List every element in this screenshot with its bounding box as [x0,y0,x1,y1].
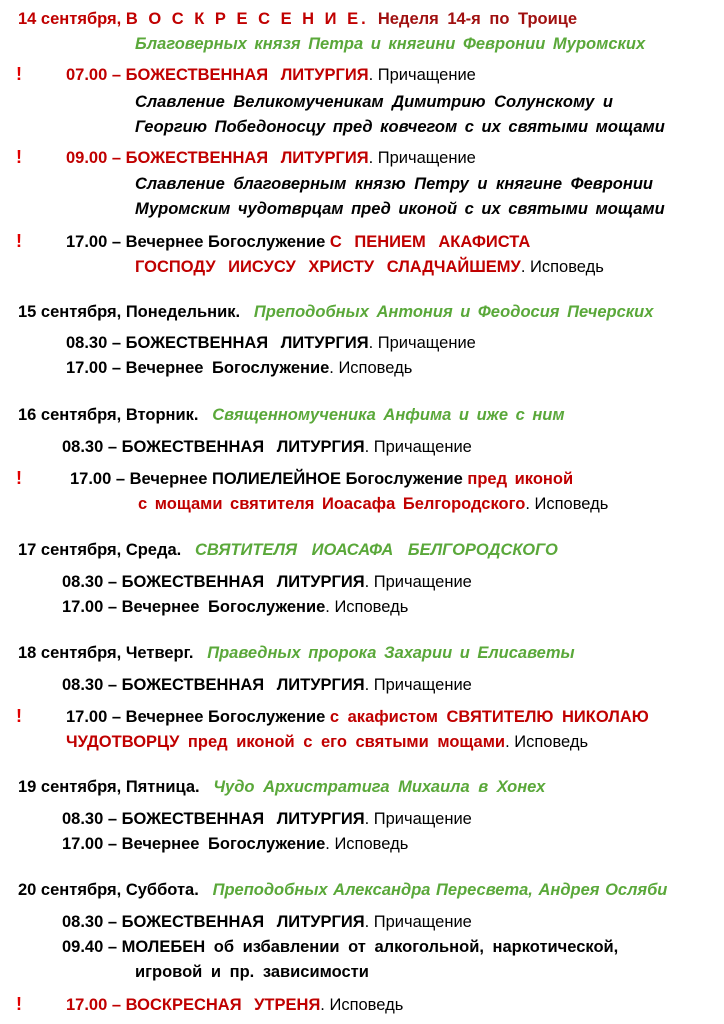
saint-of-day: Преподобных Антония и Феодосия Печерских [253,303,654,321]
service-title: Вечернее Богослужение [121,598,326,616]
service-entry [62,911,472,933]
feast-label: Неделя 14-я по Троице [377,10,578,28]
date-label: 15 сентября, Понедельник. [18,303,241,321]
service-entry-continued [66,731,588,753]
service-time: 17.00 – [66,233,126,251]
service-entry [62,436,472,458]
service-time: 17.00 – [66,708,126,726]
service-time: 08.30 – [62,676,122,694]
service-suffix: . Исповедь [329,359,413,377]
service-time: 08.30 – [62,810,122,828]
service-suffix: . Причащение [364,438,472,456]
attention-marker: ! [16,231,22,251]
date-label: 14 сентября, [18,10,122,28]
service-time: 08.30 – [62,913,122,931]
service-entry [62,596,408,618]
attention-marker: ! [16,706,22,726]
service-suffix: . Исповедь [325,835,409,853]
service-entry [66,994,403,1016]
service-highlight: ГОСПОДУ ИИСУСУ ХРИСТУ СЛАДЧАЙШЕМУ [135,258,521,276]
attention-marker: ! [16,468,22,488]
service-time: 08.30 – [62,438,122,456]
service-title: ВОСКРЕСНАЯ УТРЕНЯ [125,996,321,1014]
service-suffix: . Исповедь [505,733,589,751]
day-header-17 [18,539,558,561]
service-suffix: . Исповедь [325,598,409,616]
service-highlight: пред иконой [467,470,574,488]
service-entry [66,357,412,379]
service-suffix: . Причащение [364,573,472,591]
service-entry [62,808,472,830]
service-suffix: . Исповедь [320,996,404,1014]
service-title: БОЖЕСТВЕННАЯ ЛИТУРГИЯ [121,913,365,931]
date-label: 17 сентября, Среда. [18,541,182,559]
service-highlight: ЧУДОТВОРЦУ пред иконой с его святыми мощами [66,733,506,751]
saint-of-day: Праведных пророка Захарии и Елисаветы [207,644,575,662]
service-entry [66,332,476,354]
service-note: Муромским чудотврцам пред иконой с их святыми мощами [135,200,665,218]
saint-of-day: Благоверных князя Петра и княгини Февронии Муромских [135,35,646,53]
service-note: Георгию Победоносцу пред ковчегом с их святыми мощами [135,118,665,136]
service-title: БОЖЕСТВЕННАЯ ЛИТУРГИЯ [121,676,365,694]
service-suffix: . Причащение [368,334,476,352]
service-entry [66,64,476,86]
service-title: БОЖЕСТВЕННАЯ ЛИТУРГИЯ [125,334,369,352]
service-entry [62,833,408,855]
service-suffix: . Причащение [364,810,472,828]
service-entry [66,706,649,728]
attention-marker: ! [16,64,22,84]
service-time: 07.00 – [66,66,126,84]
date-label: 18 сентября, Четверг. [18,644,194,662]
service-time: 09.00 – [66,149,126,167]
service-time: 17.00 – [62,835,122,853]
service-time: 09.40 – [62,938,122,956]
service-entry [62,571,472,593]
service-suffix: . Причащение [368,66,476,84]
saint-of-day: Чудо Архистратига Михаила в Хонех [213,778,546,796]
service-entry-continued [138,493,608,515]
day-header-18 [18,642,575,664]
service-note: Славление благоверным князю Петру и княгине Февронии [135,175,653,193]
date-label: 19 сентября, Пятница. [18,778,200,796]
day-header-16 [18,404,565,426]
service-time: 17.00 – [66,359,126,377]
service-title: Вечернее ПОЛИЕЛЕЙНОЕ Богослужение [129,470,468,488]
service-entry [62,936,618,958]
service-title: БОЖЕСТВЕННАЯ ЛИТУРГИЯ [121,438,365,456]
service-time: 08.30 – [66,334,126,352]
attention-marker: ! [16,994,22,1014]
day-header-15 [18,301,653,323]
weekday-label: В О С К Р Е С Е Н И Е. [125,10,369,28]
service-title: Вечернее Богослужение [125,708,330,726]
service-suffix: . Исповедь [525,495,609,513]
service-title: Вечернее Богослужение [121,835,326,853]
attention-marker: ! [16,147,22,167]
service-suffix: . Причащение [364,676,472,694]
service-time: 17.00 – [70,470,130,488]
service-title: БОЖЕСТВЕННАЯ ЛИТУРГИЯ [125,149,369,167]
service-title: Вечернее Богослужение [125,233,330,251]
day-header-20 [18,879,667,901]
service-title: БОЖЕСТВЕННАЯ ЛИТУРГИЯ [121,810,365,828]
day-header-14 [18,8,577,30]
service-entry-continued: игровой и пр. зависимости [135,963,369,981]
service-entry [66,147,476,169]
date-label: 20 сентября, Суббота. [18,881,199,899]
service-entry [62,674,472,696]
service-highlight: с акафистом СВЯТИТЕЛЮ НИКОЛАЮ [329,708,649,726]
service-title: МОЛЕБЕН об избавлении от алкогольной, наркотической, [121,938,619,956]
service-suffix: . Причащение [368,149,476,167]
service-suffix: . Причащение [364,913,472,931]
service-suffix: . Исповедь [520,258,604,276]
saint-of-day: Преподобных Александра Пересвета, Андрея Осляби [212,881,668,899]
service-entry [70,468,573,490]
service-entry-continued [135,256,604,278]
service-title: БОЖЕСТВЕННАЯ ЛИТУРГИЯ [125,66,369,84]
service-entry [66,231,530,253]
service-time: 08.30 – [62,573,122,591]
date-label: 16 сентября, Вторник. [18,406,199,424]
service-highlight: с мощами святителя Иоасафа Белгородского [138,495,526,513]
service-highlight: С ПЕНИЕМ АКАФИСТА [329,233,531,251]
service-time: 17.00 – [66,996,126,1014]
day-header-19 [18,776,545,798]
saint-of-day: СВЯТИТЕЛЯ ИОАСАФА БЕЛГОРОДСКОГО [195,541,558,559]
service-note: Славление Великомученикам Димитрию Солунскому и [135,93,613,111]
service-title: БОЖЕСТВЕННАЯ ЛИТУРГИЯ [121,573,365,591]
service-title: Вечернее Богослужение [125,359,330,377]
service-time: 17.00 – [62,598,122,616]
saint-of-day: Священномученика Анфима и иже с ним [212,406,565,424]
